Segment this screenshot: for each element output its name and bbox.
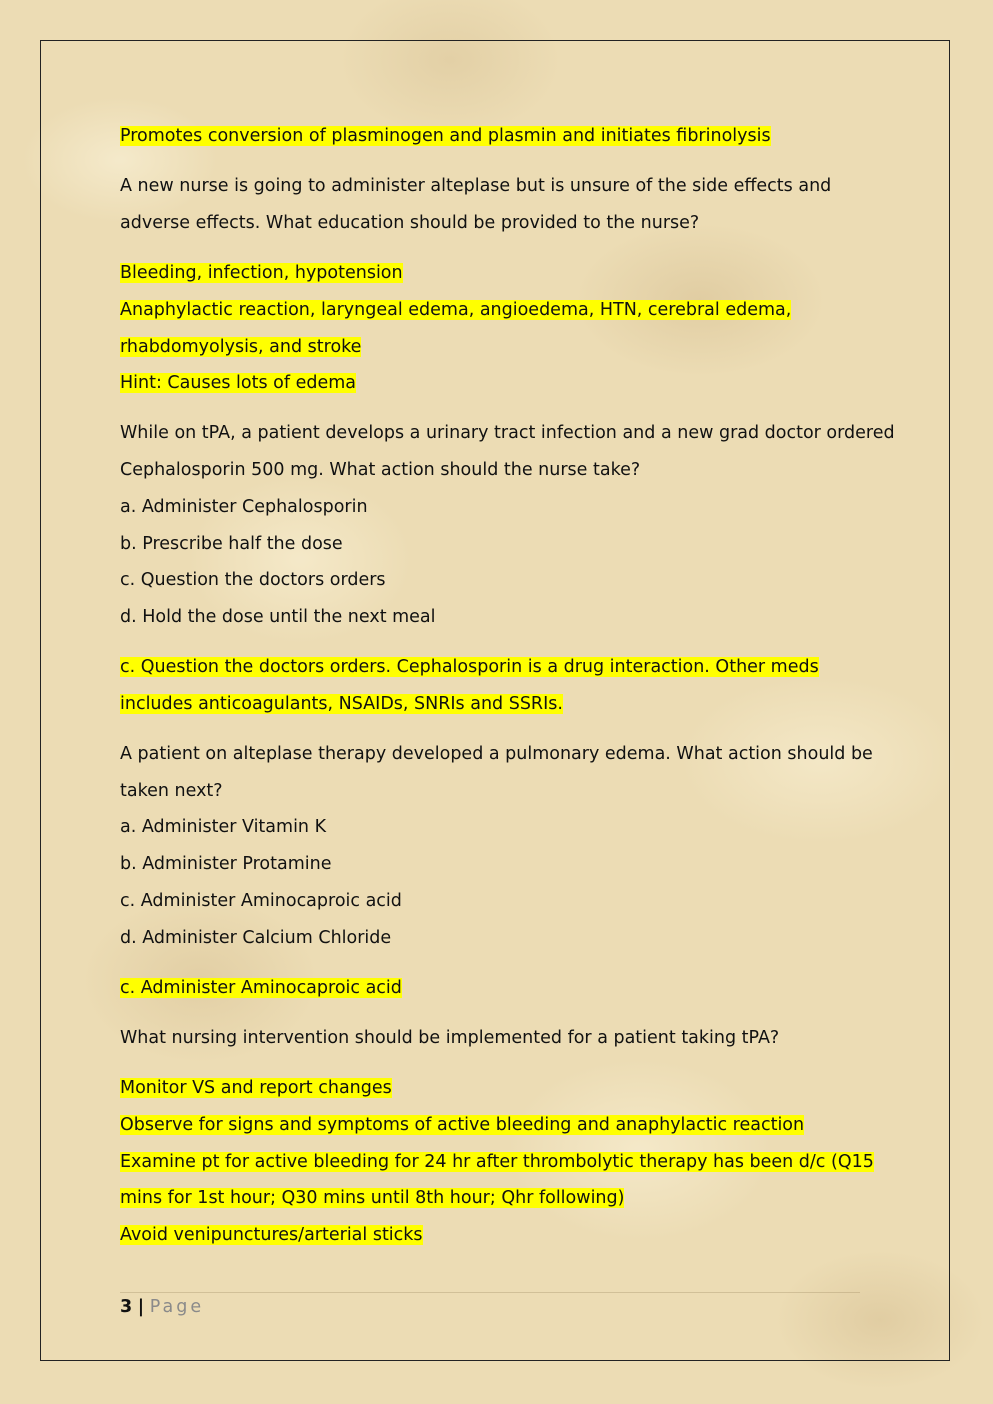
line-text: Cephalosporin 500 mg. What action should the nurse take? (120, 460, 641, 481)
answer-line (120, 365, 880, 402)
footer-rule (120, 1292, 860, 1293)
question-line (120, 489, 880, 526)
page-footer (120, 1293, 204, 1321)
answer-block (120, 649, 880, 722)
answer-block (120, 970, 880, 1007)
question-line (120, 773, 880, 810)
question-line (120, 415, 895, 452)
footer-separator: | (137, 1297, 145, 1317)
line-text: c. Administer Aminocaproic acid (120, 890, 402, 911)
line-text: While on tPA, a patient develops a urinary tract infection and a new grad doctor ordered (120, 423, 895, 444)
question-line (120, 883, 880, 920)
line-text: Hint: Causes lots of edema (120, 373, 356, 394)
answer-line (120, 329, 880, 366)
line-text: c. Question the doctors orders (120, 570, 386, 591)
line-text: includes anticoagulants, NSAIDs, SNRIs and SSRIs. (120, 693, 563, 714)
line-text: Avoid venipunctures/arterial sticks (120, 1224, 423, 1245)
question-block (120, 1020, 880, 1057)
line-text: b. Administer Protamine (120, 854, 332, 875)
question-line (120, 846, 880, 883)
question-line (120, 168, 880, 205)
question-line (120, 809, 880, 846)
page-number: 3 (120, 1297, 133, 1317)
question-line (120, 736, 880, 773)
line-text: a. Administer Vitamin K (120, 817, 327, 838)
line-text: Monitor VS and report changes (120, 1078, 392, 1099)
line-text: c. Question the doctors orders. Cephalosporin is a drug interaction. Other meds (120, 657, 819, 678)
line-text: A patient on alteplase therapy developed a pulmonary edema. What action should be (120, 744, 873, 765)
line-text: adverse effects. What education should be provided to the nurse? (120, 212, 700, 233)
question-block (120, 736, 880, 956)
answer-line (120, 1070, 880, 1107)
answer-block (120, 255, 880, 402)
answer-line (120, 118, 880, 155)
answer-block (120, 1070, 880, 1254)
line-text: rhabdomyolysis, and stroke (120, 336, 362, 357)
line-text: A new nurse is going to administer alteplase but is unsure of the side effects and (120, 176, 832, 197)
question-line (120, 452, 880, 489)
question-line (120, 599, 880, 636)
line-text: Anaphylactic reaction, laryngeal edema, angioedema, HTN, cerebral edema, (120, 299, 792, 320)
question-block (120, 168, 880, 241)
answer-line (120, 1217, 880, 1254)
question-line (120, 1020, 880, 1057)
line-text: a. Administer Cephalosporin (120, 496, 368, 517)
line-text: b. Prescribe half the dose (120, 533, 343, 554)
line-text: d. Hold the dose until the next meal (120, 606, 436, 627)
question-line (120, 205, 880, 242)
line-text: Bleeding, infection, hypotension (120, 263, 403, 284)
line-text: taken next? (120, 780, 223, 801)
question-block (120, 415, 895, 635)
answer-line (120, 255, 880, 292)
answer-line (120, 1180, 880, 1217)
question-line (120, 920, 880, 957)
document-body (120, 118, 895, 1267)
answer-line (120, 970, 880, 1007)
question-line (120, 562, 880, 599)
answer-line (120, 649, 880, 686)
line-text: Observe for signs and symptoms of active bleeding and anaphylactic reaction (120, 1114, 805, 1135)
answer-line (120, 1107, 880, 1144)
answer-line (120, 292, 880, 329)
line-text: d. Administer Calcium Chloride (120, 927, 392, 948)
answer-line (120, 1144, 880, 1181)
answer-block (120, 118, 880, 155)
question-line (120, 526, 880, 563)
line-text: c. Administer Aminocaproic acid (120, 977, 402, 998)
line-text: What nursing intervention should be implemented for a patient taking tPA? (120, 1027, 780, 1048)
page-label: Page (149, 1297, 205, 1317)
line-text: mins for 1st hour; Q30 mins until 8th hour; Qhr following) (120, 1188, 625, 1209)
line-text: Promotes conversion of plasminogen and plasmin and initiates fibrinolysis (120, 126, 771, 146)
answer-line (120, 686, 880, 723)
line-text: Examine pt for active bleeding for 24 hr after thrombolytic therapy has been d/c (Q15 (120, 1151, 874, 1172)
